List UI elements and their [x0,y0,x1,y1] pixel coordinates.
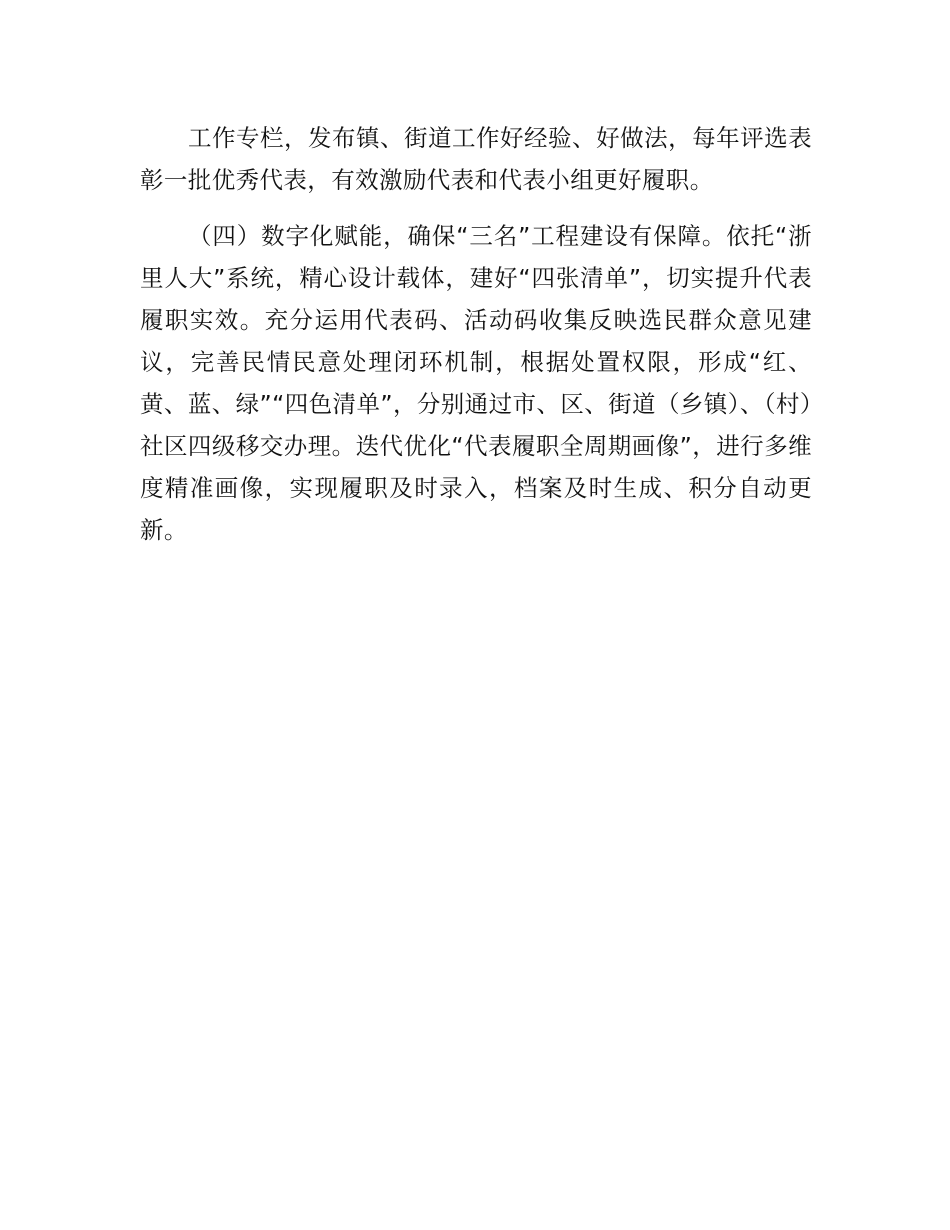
paragraph-section-four: （四）数字化赋能，确保“三名”工程建设有保障。依托“浙里人大”系统，精心设计载体，建好“四张清单”，切实提升代表履职实效。充分运用代表码、活动码收集反映选民群众意见建议，完善民情民意处理闭环机制，根据处置权限，形成“红、黄、蓝、绿”“四色清单”，分别通过市、区、街道（乡镇）、（村）社区四级移交办理。迭代优化“代表履职全周期画像”，进行多维度精准画像，实现履职及时录入，档案及时生成、积分自动更新。 [140,222,812,544]
paragraph-continuation: 工作专栏，发布镇、街道工作好经验、好做法，每年评选表彰一批优秀代表，有效激励代表和代表小组更好履职。 [140,124,812,194]
document-body [140,117,812,551]
